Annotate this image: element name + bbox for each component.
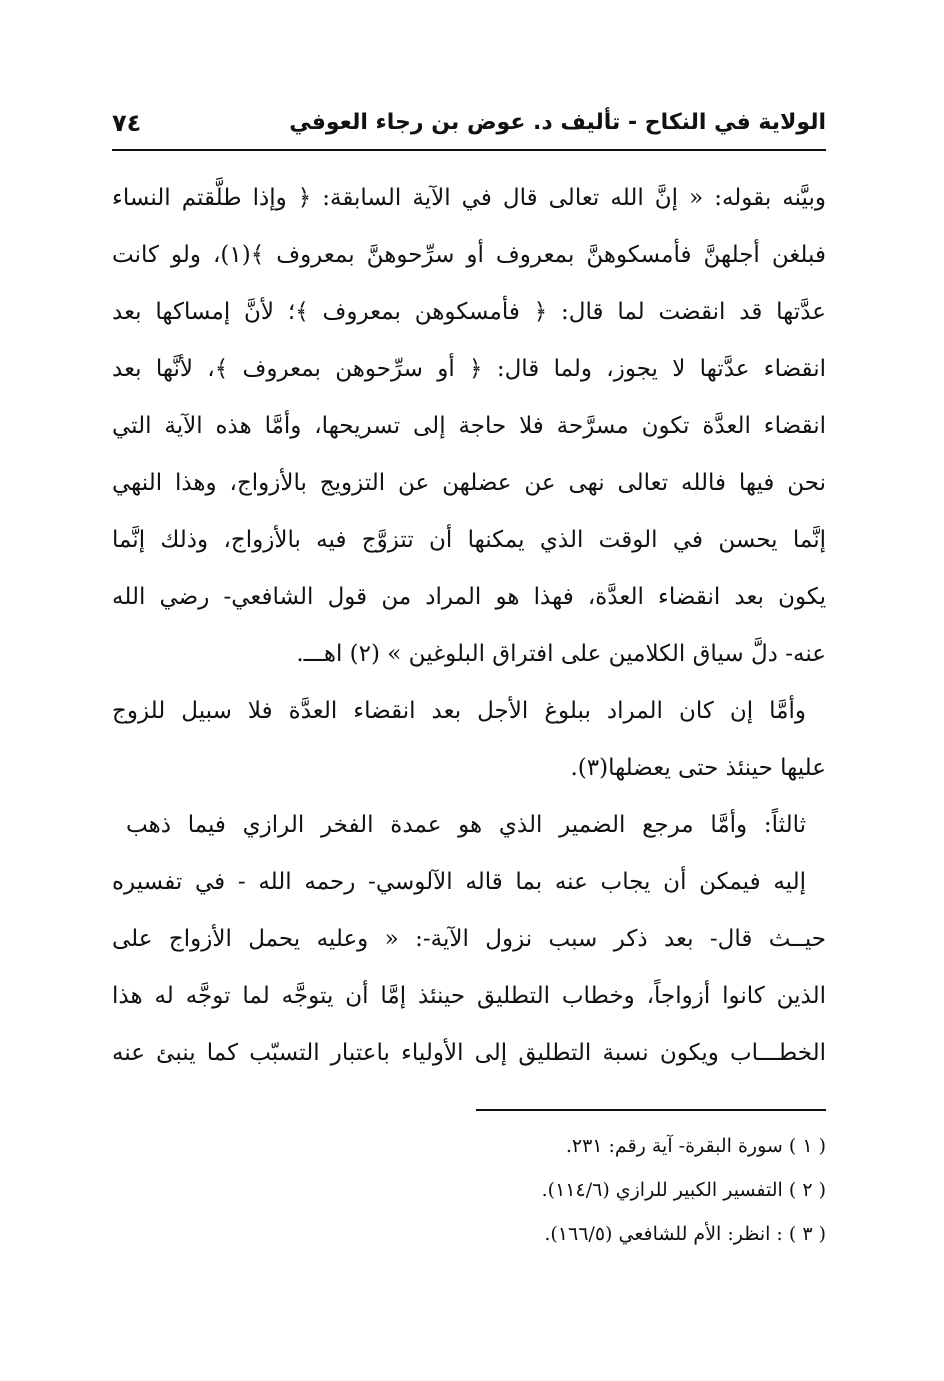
running-title: الولاية في النكاح - تأليف د. عوض بن رجاء العوفي	[289, 110, 826, 135]
text-line: إليه فيمكن أن يجاب عنه بما قاله الآلوسي- رحمه الله - في تفسيره	[112, 869, 806, 895]
text-line: وبيَّنه بقوله: « إنَّ الله تعالى قال في الآية السابقة: ﴿ وإذا طلَّقتم النساء	[112, 185, 826, 211]
footnote: ( ٢ ) التفسير الكبير للرازي (١١٤/٦).	[541, 1179, 826, 1201]
text-line: يكون بعد انقضاء العدَّة، فهذا هو المراد من قول الشافعي- رضي الله	[112, 584, 826, 610]
text-line: فبلغن أجلهنَّ فأمسكوهنَّ بمعروف أو سرِّحوهنَّ بمعروف ﴾(١)، ولو كانت	[112, 242, 826, 268]
header-divider	[112, 149, 826, 151]
text-line: الخطـــاب ويكون نسبة التطليق إلى الأولياء باعتبار التسبّب كما ينبئ عنه	[112, 1040, 826, 1066]
text-line: عنه- دلَّ سياق الكلامين على افتراق البلوغين » (٢) اهـــ.	[296, 641, 826, 667]
text-line: ثالثاً: وأمَّا مرجع الضمير الذي هو عمدة الفخر الرازي فيما ذهب	[126, 812, 806, 838]
page-header	[112, 108, 826, 148]
text-line: إنَّما يحسن في الوقت الذي يمكنها أن تتزوَّج فيه بالأزواج، وذلك إنَّما	[112, 527, 826, 553]
footnote: ( ١ ) سورة البقرة- آية رقم: ٢٣١.	[565, 1135, 826, 1157]
text-line: انقضاء عدَّتها لا يجوز، ولما قال: ﴿ أو سرِّحوهن بمعروف ﴾، لأنَّها بعد	[112, 356, 826, 382]
footnote-divider	[476, 1109, 826, 1111]
text-line: الذين كانوا أزواجاً، وخطاب التطليق حينئذ إمَّا أن يتوجَّه لما توجَّه له هذا	[112, 983, 826, 1009]
text-line: عليها حينئذ حتى يعضلها(٣).	[570, 755, 826, 781]
text-line: انقضاء العدَّة تكون مسرَّحة فلا حاجة إلى تسريحها، وأمَّا هذه الآية التي	[112, 413, 826, 439]
text-line: نحن فيها فالله تعالى نهى عن عضلهن عن التزويج بالأزواج، وهذا النهي	[112, 470, 826, 496]
text-line: وأمَّا إن كان المراد ببلوغ الأجل بعد انقضاء العدَّة فلا سبيل للزوج	[112, 698, 806, 724]
text-line: عدَّتها قد انقضت لما قال: ﴿ فأمسكوهن بمعروف ﴾؛ لأنَّ إمساكها بعد	[112, 299, 826, 325]
text-line: حيــث قال- بعد ذكر سبب نزول الآية-: « وعليه يحمل الأزواج على	[112, 926, 826, 952]
footnote: ( ٣ ) : انظر: الأم للشافعي (١٦٦/٥).	[544, 1223, 826, 1245]
footnotes	[112, 1124, 826, 1256]
page-number: ٧٤	[112, 109, 142, 137]
main-text	[112, 170, 826, 1082]
